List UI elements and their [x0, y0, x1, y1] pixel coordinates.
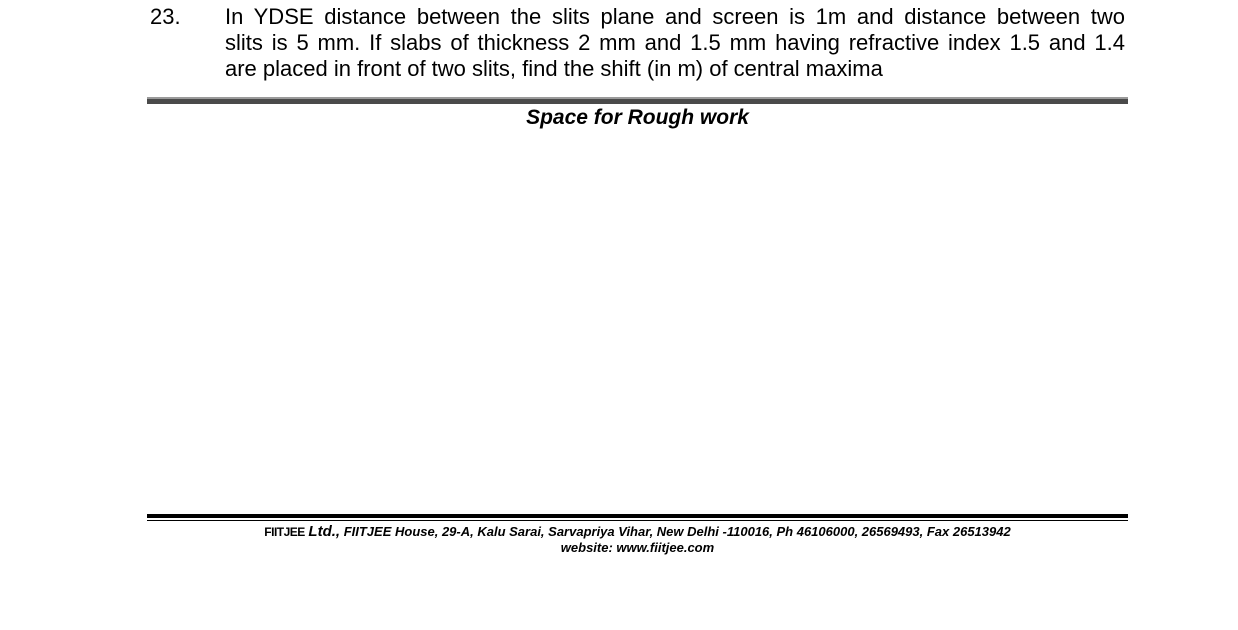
question-text	[225, 4, 1125, 82]
footer-address: FIITJEE House, 29-A, Kalu Sarai, Sarvapriya Vihar, New Delhi -110016, Ph 46106000, 26569493, Fax 26513942	[343, 524, 1011, 539]
footer-divider-thick	[147, 514, 1128, 518]
question-number: 23.	[150, 4, 181, 29]
question-line: slits is 5 mm. If slabs of thickness 2 mm and 1.5 mm having refractive index 1.5 and 1.4	[225, 30, 1125, 55]
footer-divider-thin	[147, 520, 1128, 521]
page-footer	[147, 524, 1128, 555]
footer-website: website: www.fiitjee.com	[560, 540, 715, 555]
question-line: are placed in front of two slits, find the shift (in m) of central maxima	[225, 56, 883, 81]
rough-work-top-divider	[147, 97, 1128, 104]
footer-address-line	[147, 524, 1128, 540]
question-line: In YDSE distance between the slits plane and screen is 1m and distance between two	[225, 4, 1125, 29]
footer-brand: FIITJEE	[264, 525, 305, 539]
rough-work-title: Space for Rough work	[526, 106, 749, 129]
footer-ltd: Ltd.,	[308, 523, 341, 540]
